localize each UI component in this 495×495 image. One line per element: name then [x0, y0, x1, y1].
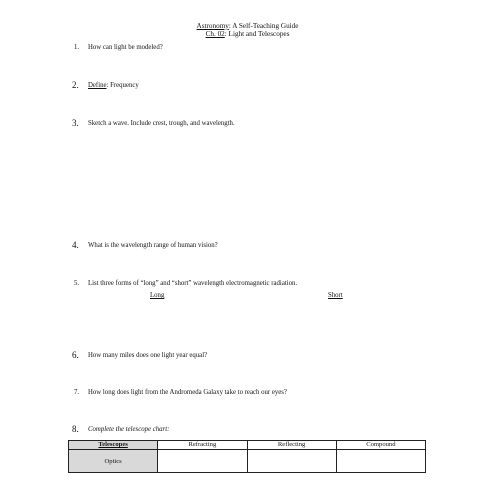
- row-label-optics: Optics: [69, 450, 158, 473]
- question-number: 7.: [74, 389, 80, 396]
- chapter-name: : Light and Telescopes: [224, 30, 290, 38]
- chapter-title: [0, 30, 495, 38]
- long-column-label: Long: [150, 292, 165, 299]
- question-6: [72, 350, 208, 360]
- worksheet-header: [0, 22, 495, 38]
- question-text: List three forms of “long” and “short” wavelength electromagnetic radiation.: [88, 280, 298, 287]
- question-8: [72, 424, 170, 434]
- header-compound: Compound: [336, 441, 425, 450]
- question-1: [74, 44, 163, 52]
- chart-row-optics: [69, 450, 426, 473]
- question-number: 1.: [74, 44, 80, 51]
- question-text: How long does light from the Andromeda Galaxy take to reach our eyes?: [88, 389, 287, 396]
- question-number: 8.: [72, 424, 79, 434]
- question-3: [72, 118, 235, 128]
- question-2: [72, 80, 139, 90]
- question-number: 5.: [74, 280, 80, 287]
- question-number: 6.: [72, 350, 79, 360]
- cell-optics-refracting[interactable]: [158, 450, 247, 473]
- question-text: Complete the telescope chart:: [88, 426, 170, 433]
- define-term: Define: [88, 82, 107, 89]
- question-number: 4.: [72, 240, 79, 250]
- telescope-chart: [68, 440, 426, 473]
- cell-optics-compound[interactable]: [336, 450, 425, 473]
- short-column-label: Short: [328, 292, 343, 299]
- question-text: How can light be modeled?: [88, 44, 163, 51]
- question-number: 3.: [72, 118, 79, 128]
- header-refracting: Refracting: [158, 441, 247, 450]
- question-4: [72, 240, 218, 250]
- question-text: : Frequency: [106, 82, 139, 89]
- question-7: [74, 389, 287, 397]
- header-telescopes: Telescopes: [69, 441, 158, 450]
- question-number: 2.: [72, 80, 79, 90]
- question-text: How many miles does one light year equal?: [88, 352, 208, 359]
- cell-optics-reflecting[interactable]: [247, 450, 336, 473]
- chapter-number: Ch. 02: [205, 30, 225, 38]
- question-5: [74, 280, 298, 288]
- course-title: [0, 22, 495, 30]
- course-name: Astronomy: [196, 22, 229, 30]
- course-subtitle: : A Self-Teaching Guide: [228, 22, 299, 30]
- question-text: Sketch a wave. Include crest, trough, and wavelength.: [88, 120, 235, 127]
- chart-header-row: [69, 441, 426, 450]
- question-text: What is the wavelength range of human vision?: [88, 242, 218, 249]
- header-reflecting: Reflecting: [247, 441, 336, 450]
